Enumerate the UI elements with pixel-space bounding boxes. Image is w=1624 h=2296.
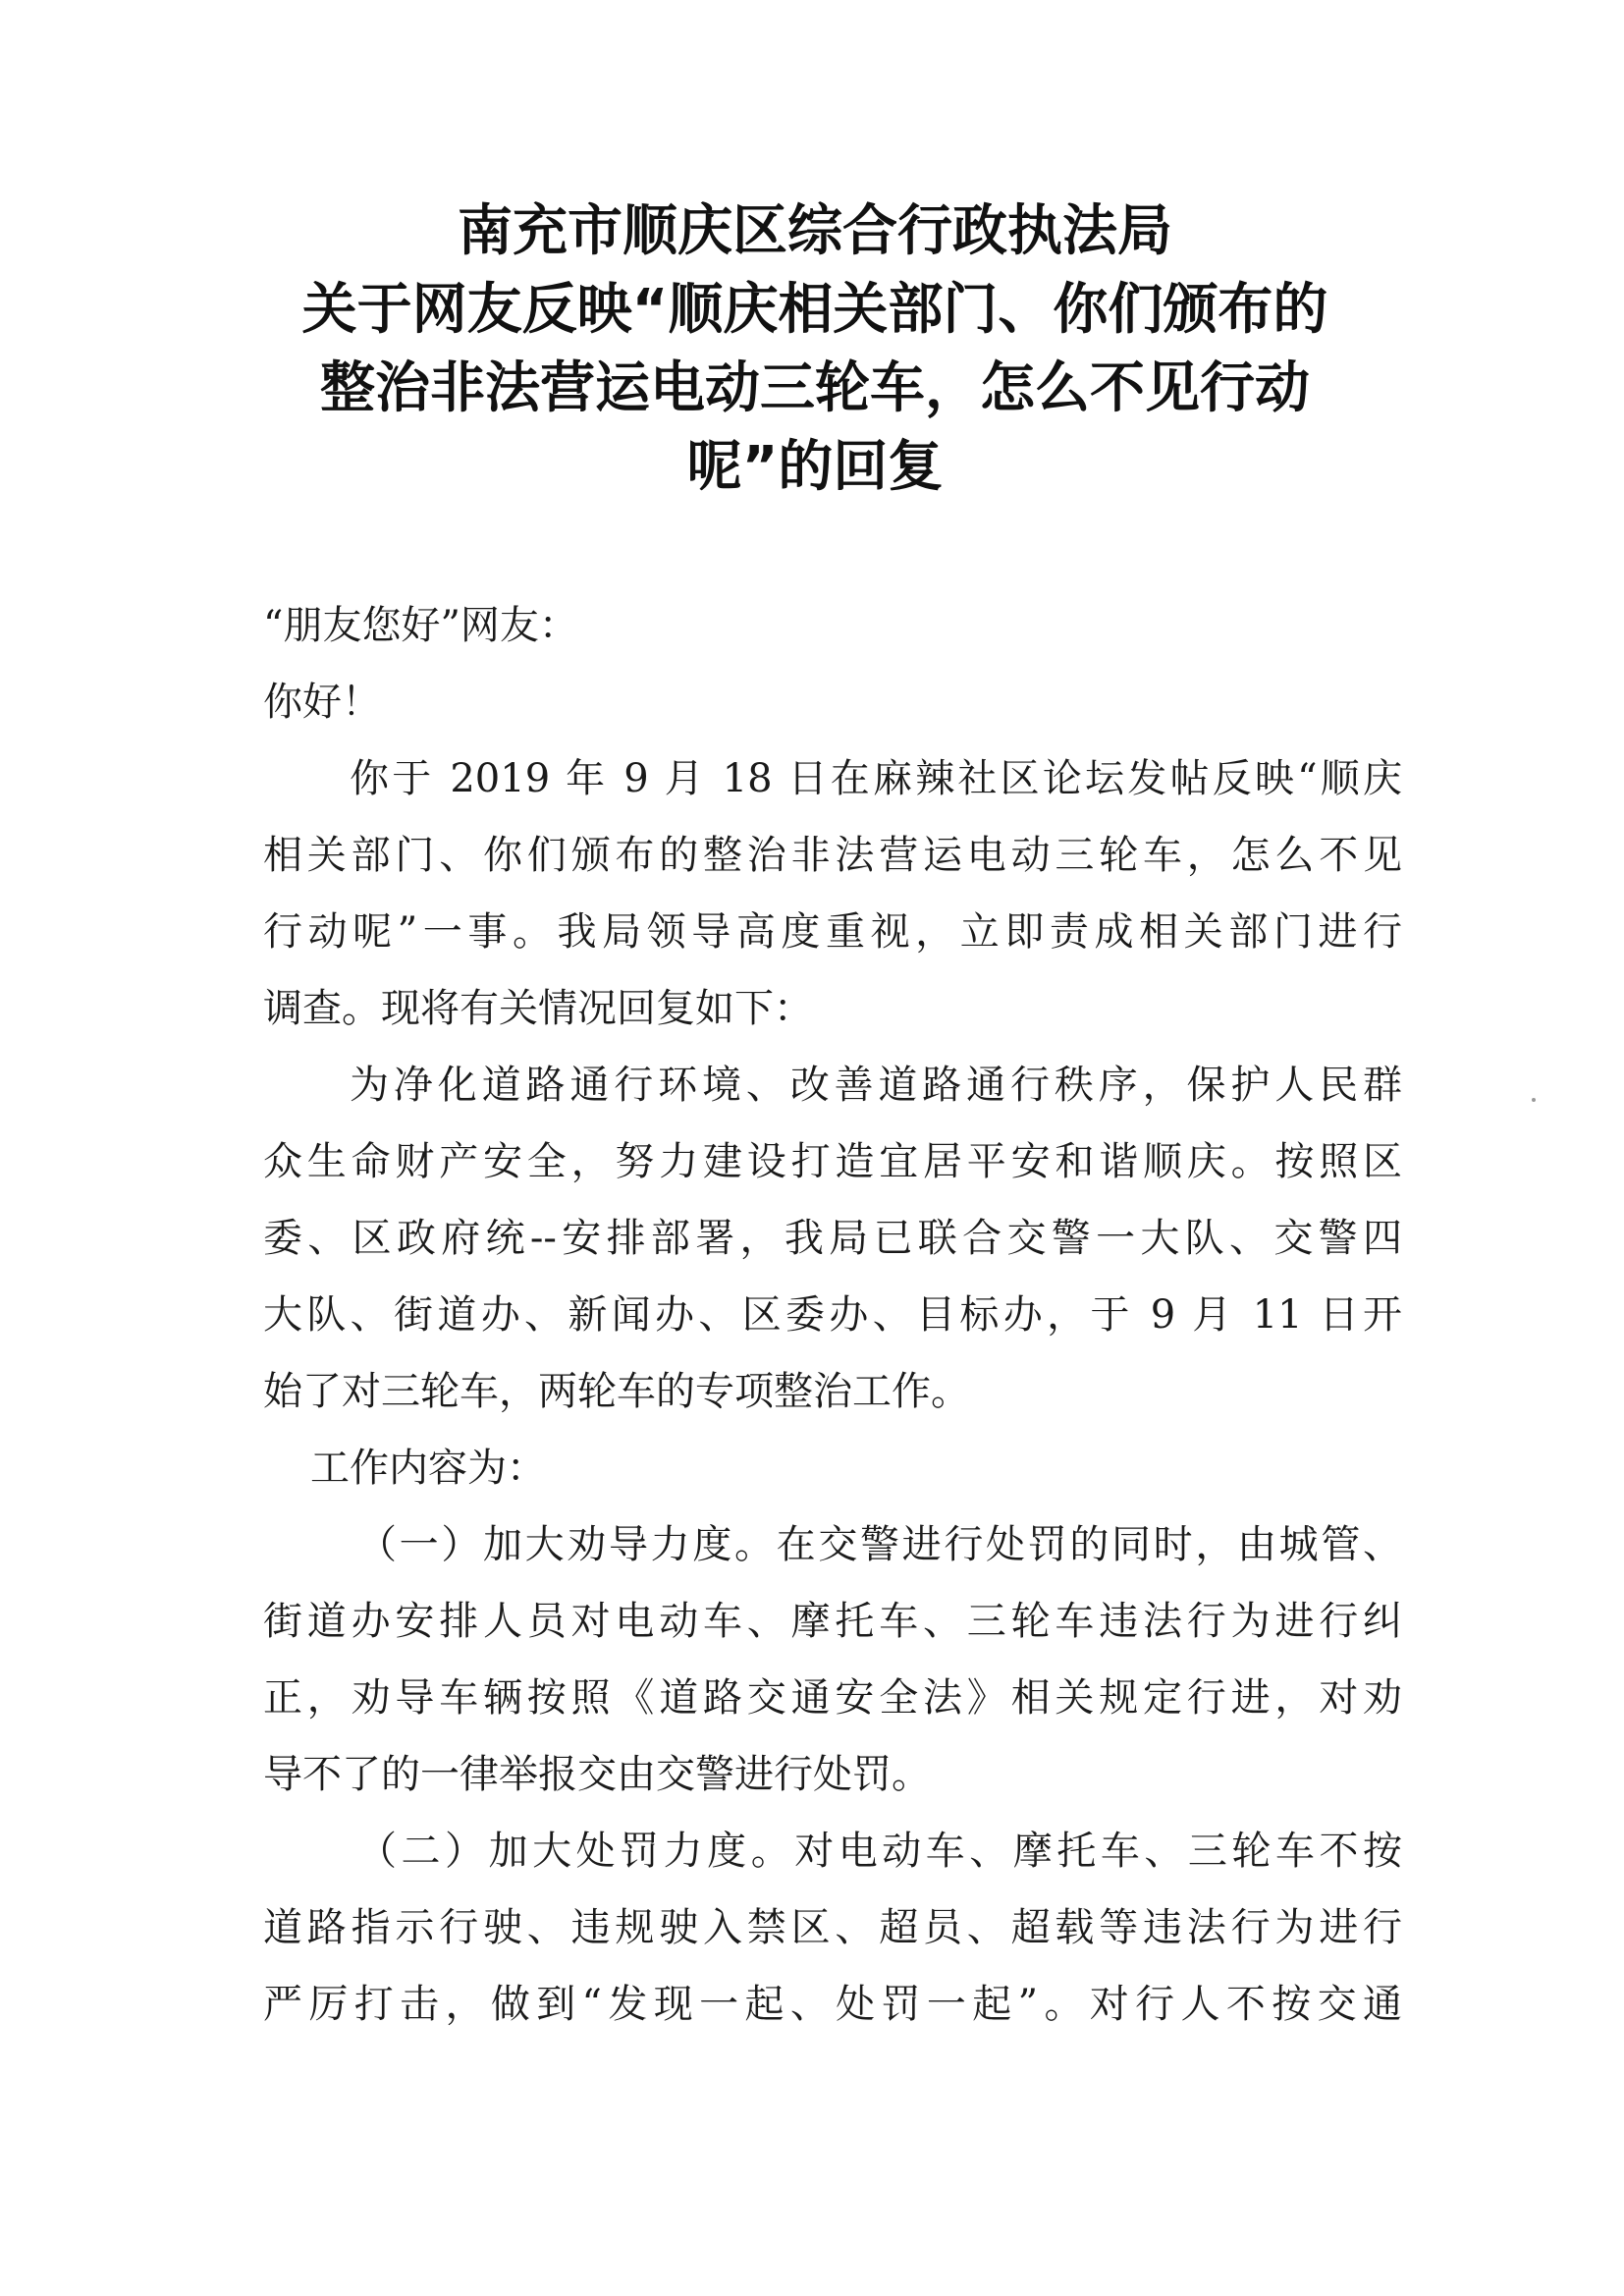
paragraph-line: 街道办安排人员对电动车、摩托车、三轮车违法行为进行纠 xyxy=(263,1599,1402,1644)
title-line: 整治非法营运电动三轮车，怎么不见行动 xyxy=(320,356,1310,420)
paragraph-line: 工作内容为： xyxy=(310,1446,546,1491)
paragraph-line: 始了对三轮车，两轮车的专项整治工作。 xyxy=(263,1369,970,1414)
document-title xyxy=(236,192,1394,507)
paragraph-line: 行动呢”一事。我局领导高度重视，立即责成相关部门进行 xyxy=(263,909,1402,955)
paragraph xyxy=(263,1506,1402,1813)
paragraph-line: 众生命财产安全，努力建设打造宜居平安和谐顺庆。按照区 xyxy=(263,1139,1402,1184)
paragraph xyxy=(263,1047,1402,1430)
paragraph-line: 为净化道路通行环境、改善道路通行秩序，保护人民群 xyxy=(350,1063,1402,1108)
paragraph-line: 严厉打击，做到“发现一起、处罚一起”。对行人不按交通 xyxy=(263,1982,1402,2027)
title-line: 呢”的回复 xyxy=(686,435,944,499)
scan-speck xyxy=(1532,1098,1536,1102)
paragraph-line: 正，劝导车辆按照《道路交通安全法》相关规定行进，对劝 xyxy=(263,1675,1402,1721)
paragraph-line: 导不了的一律举报交由交警进行处罚。 xyxy=(263,1752,931,1797)
paragraph-line: （一）加大劝导力度。在交警进行处罚的同时，由城管、 xyxy=(357,1522,1402,1567)
paragraph xyxy=(263,1430,1402,1506)
paragraph-line: 道路指示行驶、违规驶入禁区、超员、超载等违法行为进行 xyxy=(263,1905,1402,1950)
paragraph xyxy=(263,1813,1402,2043)
title-line: 关于网友反映“顺庆相关部门、你们颁布的 xyxy=(301,278,1328,342)
greeting: 你好！ xyxy=(263,680,381,725)
title-line: 南充市顺庆区综合行政执法局 xyxy=(458,199,1172,263)
paragraph-line: 调查。现将有关情况回复如下： xyxy=(263,986,813,1031)
paragraph xyxy=(263,740,1402,1047)
paragraph-line: 委、区政府统--安排部署，我局已联合交警一大队、交警四 xyxy=(263,1216,1402,1261)
paragraph-line: 大队、街道办、新闻办、区委办、目标办，于 9 月 11 日开 xyxy=(263,1292,1402,1338)
paragraph-line: 你于 2019 年 9 月 18 日在麻辣社区论坛发帖反映“顺庆 xyxy=(350,756,1402,801)
salutation: “朋友您好”网友： xyxy=(263,603,578,648)
document-body xyxy=(263,587,1402,2043)
paragraph-line: （二）加大处罚力度。对电动车、摩托车、三轮车不按 xyxy=(357,1829,1402,1874)
paragraph-line: 相关部门、你们颁布的整治非法营运电动三轮车，怎么不见 xyxy=(263,833,1402,878)
